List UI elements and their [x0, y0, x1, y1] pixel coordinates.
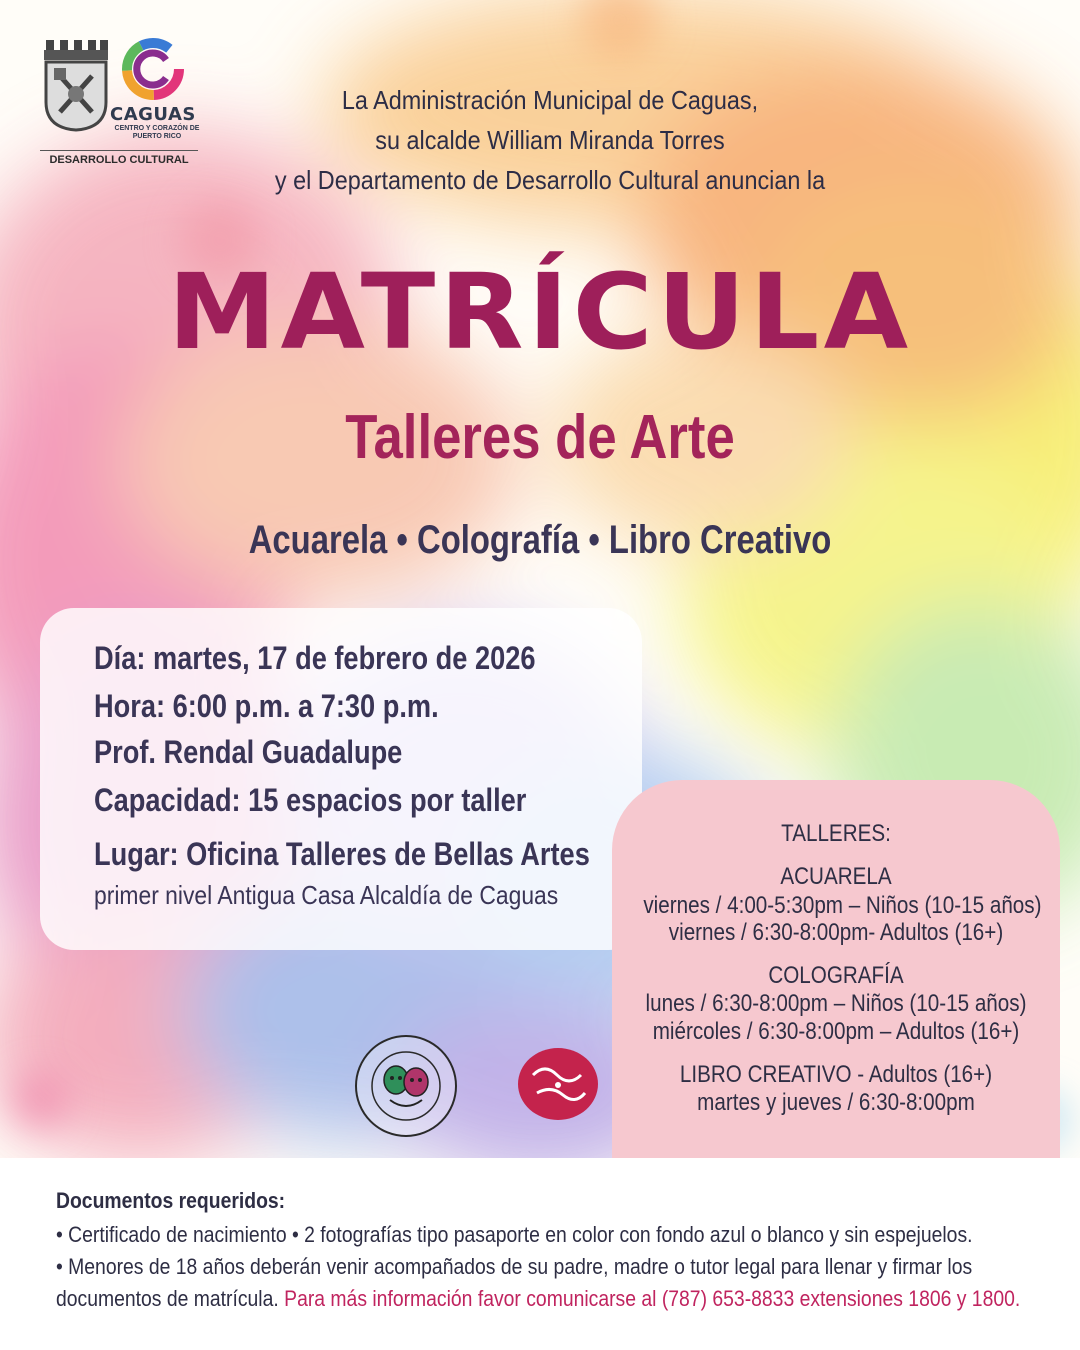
- contact-info: Para más información favor comunicarse al (787) 653-8833 extensiones 1806 y 1800.: [284, 1286, 1021, 1311]
- info-location-detail: primer nivel Antigua Casa Alcaldía de Caguas: [94, 880, 559, 910]
- documents-line-3-start: documentos de matrícula.: [56, 1286, 279, 1311]
- documents-line-2: • Menores de 18 años deberán venir acompañados de su padre, madre o tutor legal para llenar y firmar los: [56, 1254, 973, 1279]
- page-title: MATRÍCULA: [167, 251, 913, 373]
- caguas-es-cultura-logo-icon: [515, 1045, 601, 1123]
- colografia-title: COLOGRAFÍA: [768, 962, 904, 989]
- intro-line-1: La Administración Municipal de Caguas,: [341, 85, 759, 115]
- documents-heading: Documentos requeridos:: [56, 1188, 286, 1213]
- workshop-types: Acuarela • Colografía • Libro Creativo: [248, 518, 832, 562]
- page-subtitle: Talleres de Arte: [345, 403, 735, 472]
- dept-label: DESARROLLO CULTURAL: [49, 154, 189, 166]
- acuarela-schedule-1: viernes / 4:00-5:30pm – Niños (10-15 años): [643, 892, 1042, 919]
- info-professor: Prof. Rendal Guadalupe: [94, 734, 403, 770]
- documents-line-1: • Certificado de nacimiento • 2 fotografías tipo pasaporte en color con fondo azul o blanco y sin espejuelos.: [56, 1222, 973, 1247]
- caguas-logo-text: CAGUAS: [110, 104, 196, 125]
- documents-line-3: [56, 1286, 1020, 1312]
- libro-schedule: martes y jueves / 6:30-8:00pm: [697, 1089, 975, 1116]
- divider: [40, 150, 198, 151]
- intro-line-3: y el Departamento de Desarrollo Cultural anuncian la: [274, 165, 826, 195]
- caguas-logo-icon: [122, 38, 184, 100]
- bellas-artes-seal-icon: [352, 1032, 460, 1140]
- municipal-shield-icon: [40, 40, 110, 132]
- info-location: Lugar: Oficina Talleres de Bellas Artes: [94, 836, 590, 872]
- caguas-logo-subtext: CENTRO Y CORAZÓN DE PUERTO RICO: [114, 125, 200, 140]
- intro-line-2: su alcalde William Miranda Torres: [375, 125, 725, 155]
- libro-title: LIBRO CREATIVO - Adultos (16+): [679, 1061, 993, 1088]
- info-time: Hora: 6:00 p.m. a 7:30 p.m.: [94, 688, 439, 724]
- acuarela-schedule-2: viernes / 6:30-8:00pm- Adultos (16+): [668, 919, 1004, 946]
- acuarela-title: ACUARELA: [780, 863, 892, 890]
- header-logos: [30, 38, 210, 178]
- colografia-schedule-2: miércoles / 6:30-8:00pm – Adultos (16+): [652, 1018, 1020, 1045]
- colografia-schedule-1: lunes / 6:30-8:00pm – Niños (10-15 años): [645, 990, 1027, 1017]
- info-capacity: Capacidad: 15 espacios por taller: [94, 782, 527, 818]
- info-date: Día: martes, 17 de febrero de 2026: [94, 640, 536, 676]
- schedule-heading: TALLERES:: [781, 820, 891, 847]
- intro-text: [235, 80, 865, 200]
